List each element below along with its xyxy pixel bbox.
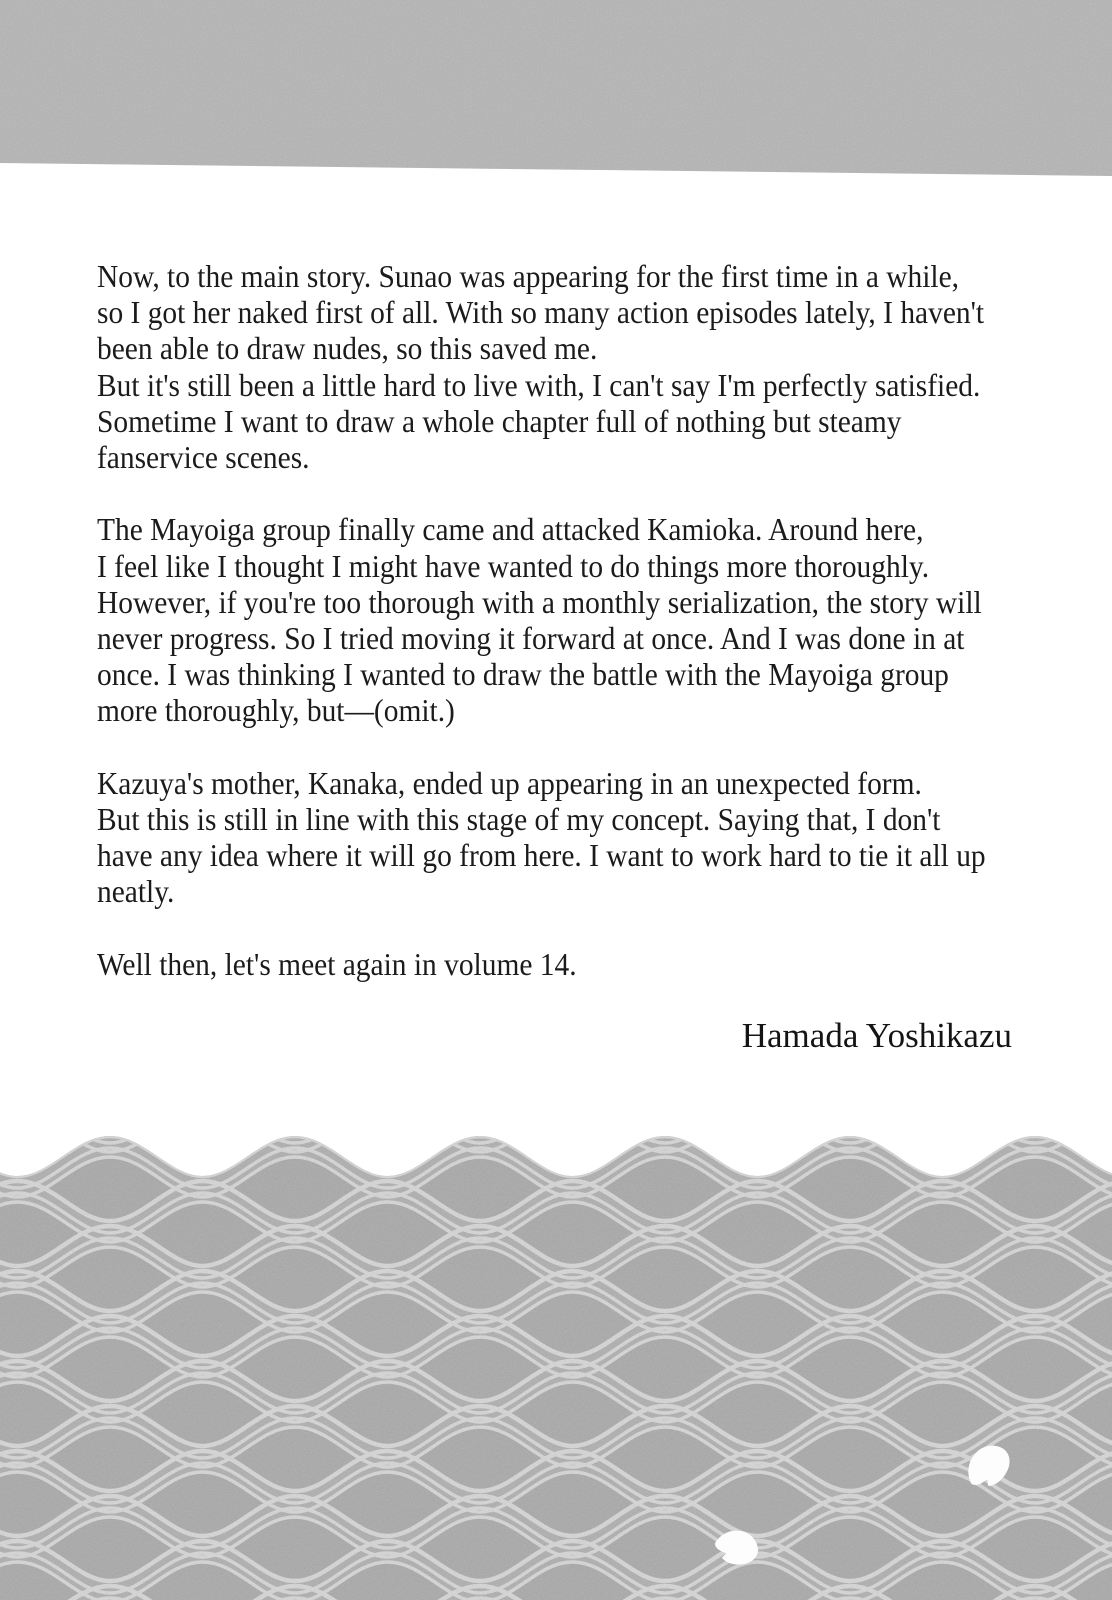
text-line: fanservice scenes. [97,439,310,476]
text-line: But this is still in line with this stage of my concept. Saying that, I don't [97,801,941,838]
paragraph-2 [97,511,1112,728]
text-line: more thoroughly, but—(omit.) [97,692,455,729]
paragraph-3 [97,765,1112,910]
header-band-grain-texture [0,0,1112,178]
text-line: The Mayoiga group finally came and attacked Kamioka. Around here, [97,511,924,548]
text-line: However, if you're too thorough with a monthly serialization, the story will [97,583,982,620]
text-line: Well then, let's meet again in volume 14. [97,945,577,982]
text-line: Now, to the main story. Sunao was appearing for the first time in a while, [97,258,960,294]
text-line: Sometime I want to draw a whole chapter full of nothing but steamy [97,402,902,439]
text-line: never progress. So I tried moving it forward at once. And I was done in at [97,620,965,657]
text-line: so I got her naked first of all. With so many action episodes lately, I haven't [97,294,985,331]
text-line: But it's still been a little hard to live with, I can't say I'm perfectly satisfied. [97,366,981,403]
text-line: Kazuya's mother, Kanaka, ended up appearing in an unexpected form. [97,764,922,801]
author-signature: Hamada Yoshikazu [741,1016,1012,1055]
text-line: I feel like I thought I might have wanted to do things more thoroughly. [97,547,930,584]
paragraph-4 [97,946,1112,982]
text-line: neatly. [97,873,175,910]
afterword-text [97,258,1112,982]
text-line: have any idea where it will go from here. I want to work hard to tie it all up [97,837,986,874]
text-line: once. I was thinking I wanted to draw the battle with the Mayoiga group [97,656,949,693]
wave-band-grain-texture [0,1130,1112,1600]
wave-pattern-band [0,1130,1112,1600]
text-line: been able to draw nudes, so this saved me. [97,330,598,367]
paragraph-1 [97,258,1112,475]
header-gray-band [0,0,1112,178]
